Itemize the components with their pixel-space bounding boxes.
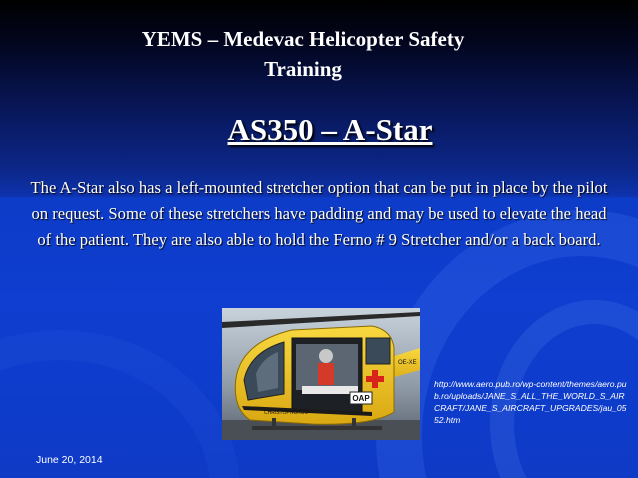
helicopter-photo — [222, 308, 420, 440]
helicopter-plate-text: OAP — [352, 394, 370, 403]
slide-date: June 20, 2014 — [36, 454, 103, 466]
slide-body-text: The A-Star also has a left-mounted stretcher option that can be put in place by the pilot on request. Some of these stretchers have padding and may be used to elevate the head of the patient. They are also able to hold the Ferno # 9 Stretcher and/or a back board. — [30, 178, 608, 249]
slide-title: AS350 – A-Star — [227, 112, 433, 147]
presentation-title: YEMS – Medevac Helicopter Safety Training — [141, 27, 465, 81]
helicopter-tail-text: OE-XE — [398, 360, 417, 366]
helicopter-door-text: CHRISTOPHORUS — [264, 410, 308, 416]
image-source-url: http://www.aero.pub.ro/wp-content/themes/aero.pub.ro/uploads/JANE_S_ALL_THE_WORLD_S_AIRCRAFT/JANE_S_AIRCRAFT_UPGRADES/jau_0552.htm — [434, 379, 627, 425]
helicopter-illustration — [222, 308, 420, 440]
